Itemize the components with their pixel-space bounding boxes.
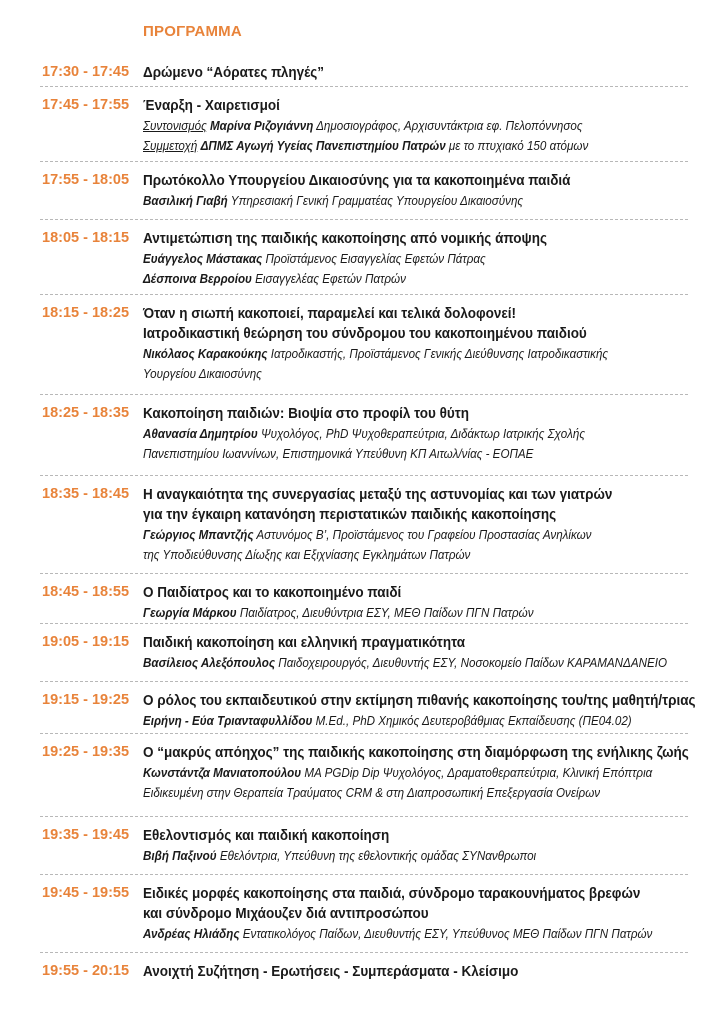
speaker-role: Εντατικολόγος Παίδων, Διευθυντής ΕΣΥ, Υπεύθυνος ΜΕΘ Παίδων ΠΓΝ Πατρών bbox=[242, 927, 653, 941]
speaker-lead: Συμμετοχή bbox=[143, 139, 198, 153]
speaker-name: Γεωργία Μάρκου bbox=[143, 606, 237, 620]
entry-title: Ο ρόλος του εκπαιδευτικού στην εκτίμηση πιθανής κακοποίησης του/της μαθητή/τριας bbox=[143, 693, 696, 709]
entry-content bbox=[143, 171, 718, 211]
entry-separator bbox=[40, 394, 688, 395]
speaker-line bbox=[143, 136, 678, 156]
entry-content bbox=[143, 63, 718, 83]
speaker-role-continued bbox=[143, 444, 678, 464]
entry-content bbox=[143, 884, 718, 944]
entry-content bbox=[143, 304, 718, 384]
entry-time: 19:05 - 19:15 bbox=[42, 634, 130, 650]
speaker-line bbox=[143, 603, 678, 623]
speaker-line bbox=[143, 116, 678, 136]
entry-title: Ιατροδικαστική θεώρηση του σύνδρομου του κακοποιημένου παιδιού bbox=[143, 326, 587, 342]
entry-time: 18:35 - 18:45 bbox=[42, 486, 130, 502]
entry-title: Παιδική κακοποίηση και ελληνική πραγματικότητα bbox=[143, 635, 466, 651]
entry-title: και σύνδρομο Μιχάουζεν διά αντιπροσώπου bbox=[143, 906, 429, 922]
speaker-name: Δέσποινα Βερροίου bbox=[143, 272, 252, 286]
entry-title: Η αναγκαιότητα της συνεργασίας μεταξύ της αστυνομίας και των γιατρών bbox=[143, 487, 613, 503]
speaker-name: Αθανασία Δημητρίου bbox=[143, 427, 258, 441]
speaker-lead: Συντονισμός bbox=[143, 119, 207, 133]
speaker-role: Ιατροδικαστής, Προϊστάμενος Γενικής Διεύθυνσης Ιατροδικαστικής bbox=[270, 347, 609, 361]
entry-separator bbox=[40, 733, 688, 734]
speaker-role: MA PGDip Dip Ψυχολόγος, Δραματοθεραπεύτρια, Κλινική Επόπτρια bbox=[304, 766, 653, 780]
speaker-role: Δημοσιογράφος, Αρχισυντάκτρια εφ. Πελοπόννησος bbox=[316, 119, 583, 133]
speaker-name: ΔΠΜΣ Αγωγή Υγείας Πανεπιστημίου Πατρών bbox=[200, 139, 446, 153]
entry-time: 18:25 - 18:35 bbox=[42, 405, 130, 421]
speaker-line bbox=[143, 711, 678, 731]
entry-title: Πρωτόκολλο Υπουργείου Δικαιοσύνης για τα κακοποιημένα παιδιά bbox=[143, 173, 571, 189]
speaker-role-cont-text: της Υποδιεύθυνσης Δίωξης και Εξιχνίασης Εγκλημάτων Πατρών bbox=[143, 548, 471, 562]
speaker-role: Ψυχολόγος, PhD Ψυχοθεραπεύτρια, Διδάκτωρ Ιατρικής Σχολής bbox=[260, 427, 585, 441]
speaker-line bbox=[143, 846, 678, 866]
entry-time: 17:55 - 18:05 bbox=[42, 172, 130, 188]
entry-content bbox=[143, 583, 718, 623]
entry-time: 19:25 - 19:35 bbox=[42, 744, 130, 760]
entry-time: 19:15 - 19:25 bbox=[42, 692, 130, 708]
speaker-role: Προϊστάμενος Εισαγγελίας Εφετών Πάτρας bbox=[265, 252, 486, 266]
entry-time: 19:45 - 19:55 bbox=[42, 885, 130, 901]
entry-title: Ανοιχτή Συζήτηση - Ερωτήσεις - Συμπεράσματα - Κλείσιμο bbox=[143, 964, 519, 980]
entry-content bbox=[143, 826, 718, 866]
entry-time: 17:45 - 17:55 bbox=[42, 97, 130, 113]
entry-separator bbox=[40, 475, 688, 476]
speaker-name: Νικόλαος Καρακούκης bbox=[143, 347, 268, 361]
speaker-name: Βασιλική Γιαβή bbox=[143, 194, 228, 208]
speaker-name: Ανδρέας Ηλιάδης bbox=[143, 927, 240, 941]
entry-time: 18:15 - 18:25 bbox=[42, 305, 130, 321]
entry-content bbox=[143, 485, 718, 565]
speaker-name: Γεώργιος Μπαντζής bbox=[143, 528, 254, 542]
entry-title: Ο Παιδίατρος και το κακοποιημένο παιδί bbox=[143, 585, 402, 601]
speaker-name: Ειρήνη - Εύα Τριανταφυλλίδου bbox=[143, 714, 313, 728]
speaker-line bbox=[143, 269, 678, 289]
entry-title: για την έγκαιρη κατανόηση περιστατικών παιδικής κακοποίησης bbox=[143, 507, 557, 523]
speaker-role-continued bbox=[143, 545, 678, 565]
speaker-role: Εισαγγελέας Εφετών Πατρών bbox=[255, 272, 406, 286]
speaker-role: Παιδοχειρουργός, Διευθυντής ΕΣΥ, Νοσοκομείο Παίδων ΚΑΡΑΜΑΝΔΑΝΕΙΟ bbox=[278, 656, 668, 670]
entry-time: 18:45 - 18:55 bbox=[42, 584, 130, 600]
speaker-name: Βιβή Παξινού bbox=[143, 849, 217, 863]
speaker-role-cont-text: Πανεπιστημίου Ιωαννίνων, Επιστημονικά Υπεύθυνη ΚΠ Αιτωλ/νίας - ΕΟΠΑΕ bbox=[143, 447, 534, 461]
speaker-line bbox=[143, 525, 678, 545]
entry-title: Όταν η σιωπή κακοποιεί, παραμελεί και τελικά δολοφονεί! bbox=[143, 306, 517, 322]
speaker-name: Μαρίνα Ριζογιάννη bbox=[209, 119, 314, 133]
entry-separator bbox=[40, 681, 688, 682]
entry-title: Έναρξη - Χαιρετισμοί bbox=[143, 98, 280, 114]
speaker-role: με το πτυχιακό 150 ατόμων bbox=[448, 139, 589, 153]
entry-time: 17:30 - 17:45 bbox=[42, 64, 130, 80]
entry-title: Ο “μακρύς απόηχος” της παιδικής κακοποίησης στη διαμόρφωση της ενήλικης ζωής bbox=[143, 745, 689, 761]
speaker-name: Κωνστάντζα Μανιατοπούλου bbox=[143, 766, 302, 780]
speaker-role: Εθελόντρια, Υπεύθυνη της εθελοντικής ομάδας ΣΥΝανθρωποι bbox=[219, 849, 537, 863]
entry-separator bbox=[40, 573, 688, 574]
speaker-line bbox=[143, 763, 678, 783]
entry-content bbox=[143, 962, 718, 982]
entry-title: Κακοποίηση παιδιών: Βιοψία στο προφίλ του θύτη bbox=[143, 406, 470, 422]
speaker-role: Υπηρεσιακή Γενική Γραμματέας Υπουργείου Δικαιοσύνης bbox=[230, 194, 524, 208]
speaker-role-continued bbox=[143, 783, 678, 803]
entry-content bbox=[143, 96, 718, 156]
speaker-line bbox=[143, 191, 678, 211]
entry-content bbox=[143, 633, 718, 673]
entry-separator bbox=[40, 816, 688, 817]
speaker-role-continued bbox=[143, 364, 678, 384]
entry-separator bbox=[40, 86, 688, 87]
speaker-line bbox=[143, 653, 678, 673]
entry-content bbox=[143, 743, 718, 803]
speaker-role-cont-text: Ειδικευμένη στην Θεραπεία Τραύματος CRM & στη Διαπροσωπική Επεξεργασία Ονείρων bbox=[143, 786, 601, 800]
speaker-role: Παιδίατρος, Διευθύντρια ΕΣΥ, ΜΕΘ Παίδων ΠΓΝ Πατρών bbox=[239, 606, 534, 620]
entry-time: 19:35 - 19:45 bbox=[42, 827, 130, 843]
entry-title: Εθελοντισμός και παιδική κακοποίηση bbox=[143, 828, 390, 844]
entry-separator bbox=[40, 294, 688, 295]
entry-time: 19:55 - 20:15 bbox=[42, 963, 130, 979]
entry-separator bbox=[40, 874, 688, 875]
program-heading: ΠΡΟΓΡΑΜΜΑ bbox=[143, 23, 242, 40]
entry-time: 18:05 - 18:15 bbox=[42, 230, 130, 246]
entry-separator bbox=[40, 952, 688, 953]
speaker-name: Βασίλειος Αλεξόπουλος bbox=[143, 656, 276, 670]
entry-title: Ειδικές μορφές κακοποίησης στα παιδιά, σύνδρομο ταρακουνήματος βρεφών bbox=[143, 886, 641, 902]
speaker-role-cont-text: Υουργείου Δικαιοσύνης bbox=[143, 367, 262, 381]
speaker-role: M.Ed., PhD Χημικός Δευτεροβάθμιας Εκπαίδευσης (ΠΕ04.02) bbox=[315, 714, 632, 728]
speaker-line bbox=[143, 344, 678, 364]
speaker-name: Ευάγγελος Μάστακας bbox=[143, 252, 263, 266]
entry-separator bbox=[40, 161, 688, 162]
entry-separator bbox=[40, 623, 688, 624]
speaker-line bbox=[143, 424, 678, 444]
speaker-line bbox=[143, 249, 678, 269]
speaker-role: Αστυνόμος Β’, Προϊστάμενος του Γραφείου Προστασίας Ανηλίκων bbox=[256, 528, 592, 542]
entry-content bbox=[143, 404, 718, 464]
speaker-line bbox=[143, 924, 678, 944]
entry-title: Αντιμετώπιση της παιδικής κακοποίησης από νομικής άποψης bbox=[143, 231, 547, 247]
entry-title: Δρώμενο “Αόρατες πληγές” bbox=[143, 65, 325, 81]
entry-separator bbox=[40, 219, 688, 220]
entry-content bbox=[143, 229, 718, 289]
entry-content bbox=[143, 691, 718, 731]
